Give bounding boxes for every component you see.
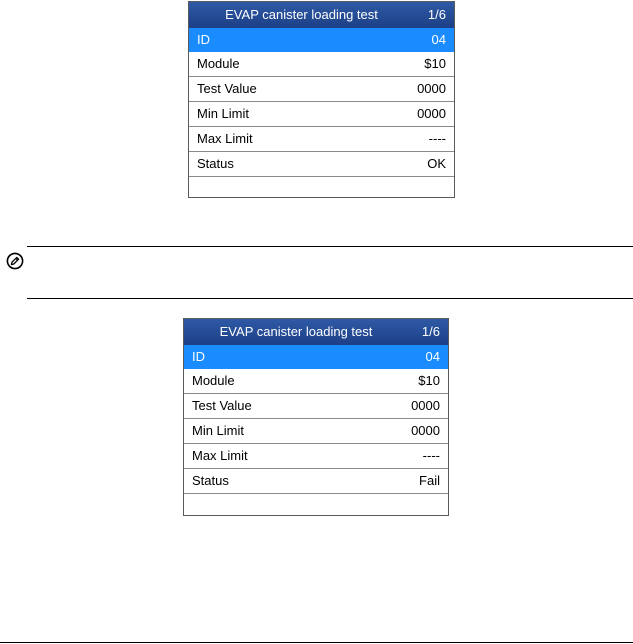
row-status[interactable] xyxy=(189,152,454,177)
row-max-limit[interactable] xyxy=(184,444,448,469)
row-id[interactable] xyxy=(184,345,448,369)
row-value: $10 xyxy=(424,56,446,71)
row-module[interactable] xyxy=(184,369,448,394)
row-min-limit[interactable] xyxy=(189,102,454,127)
row-test-value[interactable] xyxy=(184,394,448,419)
screen-title-bar xyxy=(184,319,448,345)
row-label: Max Limit xyxy=(192,448,248,463)
row-value: 0000 xyxy=(417,106,446,121)
page-indicator: 1/6 xyxy=(427,7,446,22)
row-label: Min Limit xyxy=(192,423,245,438)
row-label: Test Value xyxy=(197,81,257,96)
row-max-limit[interactable] xyxy=(189,127,454,152)
row-value: 0000 xyxy=(417,81,446,96)
row-label: Module xyxy=(197,56,240,71)
row-value: Fail xyxy=(419,473,440,488)
row-label: Test Value xyxy=(192,398,252,413)
pencil-note-icon xyxy=(6,252,24,270)
empty-row xyxy=(184,494,448,518)
note-divider-top xyxy=(27,246,633,247)
row-value: OK xyxy=(427,156,446,171)
test-result-screen-ok xyxy=(188,1,455,198)
row-status[interactable] xyxy=(184,469,448,494)
row-label: Status xyxy=(197,156,234,171)
empty-row xyxy=(189,177,454,201)
page-footer-rule xyxy=(0,642,633,643)
row-label: Status xyxy=(192,473,229,488)
note-divider-bottom xyxy=(27,298,633,299)
screen-title: EVAP canister loading test xyxy=(225,7,378,22)
screen-title: EVAP canister loading test xyxy=(219,324,373,339)
row-value: ---- xyxy=(422,448,440,463)
row-value: 04 xyxy=(431,32,446,47)
row-module[interactable] xyxy=(189,52,454,77)
page-indicator: 1/6 xyxy=(421,324,440,339)
row-value: 04 xyxy=(425,349,440,364)
row-min-limit[interactable] xyxy=(184,419,448,444)
row-label: Max Limit xyxy=(197,131,253,146)
row-value: 0000 xyxy=(411,398,440,413)
row-label: Module xyxy=(192,373,235,388)
screen-title-bar xyxy=(189,2,454,28)
test-result-screen-fail xyxy=(183,318,449,516)
row-label: ID xyxy=(197,32,210,47)
row-id[interactable] xyxy=(189,28,454,52)
row-value: $10 xyxy=(418,373,440,388)
row-test-value[interactable] xyxy=(189,77,454,102)
row-value: ---- xyxy=(428,131,446,146)
row-label: ID xyxy=(192,349,205,364)
row-value: 0000 xyxy=(411,423,440,438)
row-label: Min Limit xyxy=(197,106,250,121)
